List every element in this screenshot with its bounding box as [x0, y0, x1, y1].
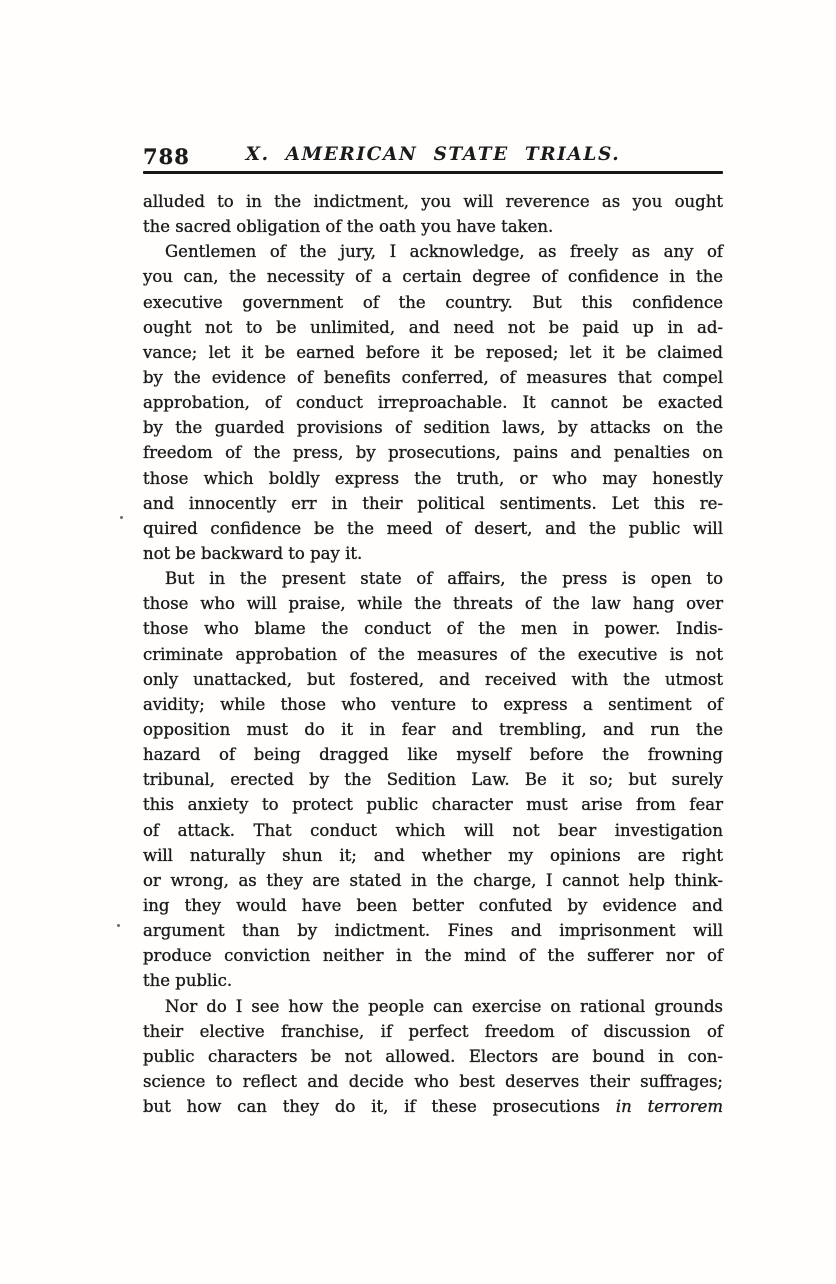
text-line: [143, 767, 723, 792]
text-line: [143, 390, 723, 415]
text-line: [143, 290, 723, 315]
line-text: of attack. That conduct which will not bear investigation: [143, 820, 723, 840]
scan-speck: [120, 516, 123, 519]
text-line: [143, 491, 723, 516]
line-text: criminate approbation of the measures of the executive is not: [143, 644, 723, 664]
line-text: not be backward to pay it.: [143, 543, 363, 563]
line-text: those who will praise, while the threats of the law hang over: [143, 594, 723, 614]
line-text: by the evidence of benefits conferred, of measures that compel: [143, 367, 723, 387]
line-text: alluded to in the indictment, you will reverence as you ought: [143, 192, 723, 211]
text-line: [143, 918, 723, 943]
line-text: executive government of the country. But this confidence: [143, 292, 723, 312]
line-text: this anxiety to protect public character must arise from fear: [143, 795, 723, 815]
line-text: hazard of being dragged like myself before the frowning: [143, 745, 723, 765]
text-line: [143, 742, 723, 767]
page-number: 788: [143, 144, 190, 169]
line-text: But in the present state of affairs, the press is open to: [165, 569, 723, 589]
text-line: [143, 315, 723, 340]
text-line: [143, 591, 723, 616]
text-line: [143, 1069, 723, 1094]
text-line: [143, 667, 723, 692]
line-text: those who blame the conduct of the men in power. Indis-: [143, 619, 723, 639]
text-line: [143, 792, 723, 817]
text-line: [143, 340, 723, 365]
line-text: produce conviction neither in the mind of the sufferer nor of: [143, 946, 723, 966]
line-text: and innocently err in their political sentiments. Let this re-: [143, 493, 723, 513]
text-block: [143, 189, 723, 1119]
line-text: public characters be not allowed. Electors are bound in con-: [143, 1046, 723, 1066]
line-text: by the guarded provisions of sedition laws, by attacks on the: [143, 418, 723, 438]
text-line: [143, 1044, 723, 1069]
text-line: [143, 415, 723, 440]
text-line: [143, 943, 723, 968]
text-line: [143, 717, 723, 742]
line-text: approbation, of conduct irreproachable. It cannot be exacted: [143, 393, 723, 413]
line-text: ought not to be unlimited, and need not be paid up in ad-: [143, 317, 723, 337]
text-line: [143, 893, 723, 918]
text-line: [143, 968, 723, 993]
line-text: the sacred obligation of the oath you have taken.: [143, 217, 554, 237]
line-text: those which boldly express the truth, or who may honestly: [143, 468, 723, 488]
line-text: but how can they do it, if these prosecutions: [143, 1097, 616, 1117]
line-text: vance; let it be earned before it be reposed; let it be claimed: [143, 342, 723, 362]
line-text: you can, the necessity of a certain degree of confidence in the: [143, 267, 723, 287]
line-text: freedom of the press, by prosecutions, pains and penalties on: [143, 443, 723, 463]
line-text: only unattacked, but fostered, and received with the utmost: [143, 669, 723, 689]
text-line: [143, 466, 723, 491]
text-line: [143, 440, 723, 465]
scan-speck: [117, 924, 120, 927]
line-text: avidity; while those who venture to express a sentiment of: [143, 694, 723, 714]
line-text: tribunal, erected by the Sedition Law. Be it so; but surely: [143, 770, 723, 790]
line-text: their elective franchise, if perfect freedom of discussion of: [143, 1021, 723, 1041]
text-line: [143, 1019, 723, 1044]
text-line: [143, 365, 723, 390]
text-line: [143, 616, 723, 641]
text-line: [143, 264, 723, 289]
text-line: [143, 566, 723, 591]
header-rule: [143, 171, 723, 174]
line-text: Gentlemen of the jury, I acknowledge, as freely as any of: [165, 242, 723, 262]
text-line: [143, 818, 723, 843]
line-text: ing they would have been better confuted by evidence and: [143, 895, 723, 915]
text-line: [143, 189, 723, 214]
text-line: [143, 239, 723, 264]
text-line: [143, 868, 723, 893]
text-line: [143, 692, 723, 717]
page-header: [143, 142, 723, 170]
line-text: argument than by indictment. Fines and imprisonment will: [143, 921, 723, 941]
line-text: or wrong, as they are stated in the charge, I cannot help think-: [143, 870, 723, 890]
line-text: will naturally shun it; and whether my opinions are right: [143, 845, 723, 865]
line-text: quired confidence be the meed of desert, and the public will: [143, 518, 723, 538]
line-text: the public.: [143, 971, 233, 991]
running-head-title: X. AMERICAN STATE TRIALS.: [245, 144, 621, 165]
line-text: Nor do I see how the people can exercise on rational grounds: [165, 996, 723, 1016]
text-line: [143, 214, 723, 239]
text-line: [143, 1094, 723, 1119]
text-line: [143, 642, 723, 667]
text-line: [143, 516, 723, 541]
text-line: [143, 843, 723, 868]
italic-phrase: in terrorem: [615, 1097, 723, 1117]
text-line: [143, 994, 723, 1019]
line-text: opposition must do it in fear and trembling, and run the: [143, 719, 723, 739]
text-line: [143, 541, 723, 566]
line-text: science to reflect and decide who best deserves their suffrages;: [143, 1071, 723, 1091]
